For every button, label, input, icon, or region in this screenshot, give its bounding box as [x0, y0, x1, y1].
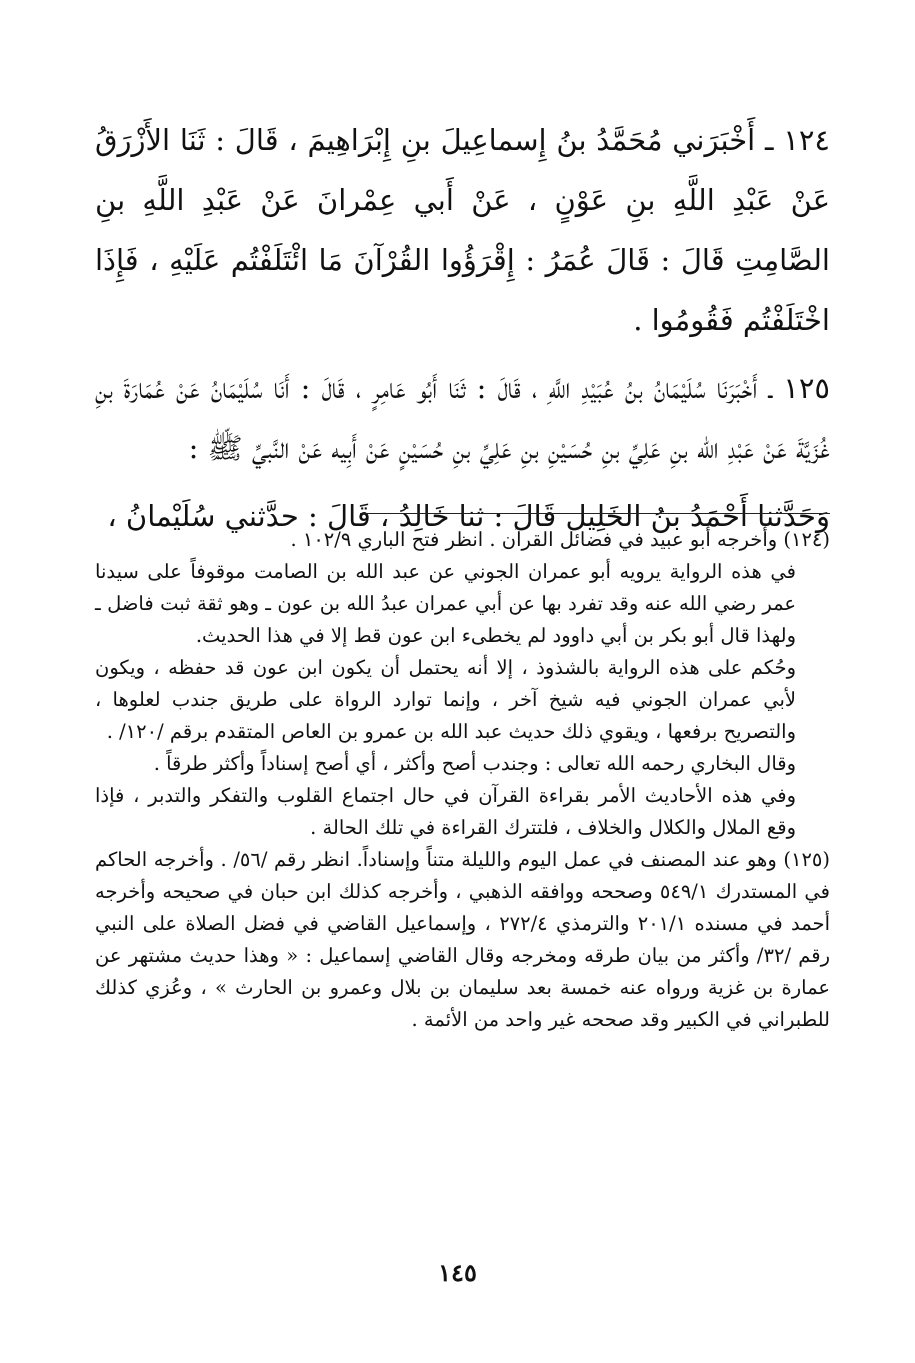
footnotes — [95, 524, 830, 1036]
hadith-125: ١٢٥ ـ أَخْبَرَنَا سُلَيْمَانُ بنُ عُبَيْدِ اللَّهِ ، قَالَ : ثَنَا أَبُو عَامِرٍ ، قَالَ : أَنَا سُلَيْمَانُ عَنْ عُمَارَةَ بنِ غُزَيَّةَ عَنْ عَبْدِ الله بنِ عَلِيِّ بنِ حُسَيْنِ بنِ عَلِيِّ بنِ حُسَيْنٍ عَنْ أَبِيه عَنْ النَّبيِّ ﷺ : — [95, 371, 830, 465]
footnote-124: (١٢٤) وأخرجه أبو عبيد في فضائل القرآن . انظر فتح الباري ١٠٢/٩ . — [290, 528, 830, 551]
footnote-124-paragraph: وقال البخاري رحمه الله تعالى : وجندب أصح وأكثر ، أي أصح إسناداً وأكثر طرقاً . — [153, 752, 796, 775]
hadith-124: ١٢٤ ـ أَخْبَرَني مُحَمَّدُ بنُ إِسماعِيلَ بنِ إِبْرَاهِيمَ ، قَالَ : ثَنَا الأَزْرَقُ عَنْ عَبْدِ اللَّهِ بنِ عَوْنٍ ، عَنْ أَبي عِمْرانَ عَنْ عَبْدِ اللَّهِ بنِ الصَّامِتِ قَالَ : قَالَ عُمَرُ : إِقْرَؤُوا القُرْآنَ مَا ائْتَلَفْتُم عَلَيْهِ ، فَإِذَا اخْتَلَفْتُم فَقُومُوا . — [95, 123, 830, 337]
footnote-124-paragraph: وفي هذه الأحاديث الأمر بقراءة القرآن في حال اجتماع القلوب والتفكر والتدبر ، فإذا وقع الملال والكلال والخلاف ، فلتترك القراءة في تلك الحالة . — [95, 784, 796, 839]
footnote-125: (١٢٥) وهو عند المصنف في عمل اليوم والليلة متناً وإسناداً. انظر رقم /٥٦/ . وأخرجه الحاكم في المستدرك ٥٤٩/١ وصححه ووافقه الذهبي ، وأخرجه كذلك ابن حبان في صحيحه وأخرجه أحمد في مسنده ٢٠١/١ والترمذي ٢٧٢/٤ ، وإسماعيل القاضي في فضل الصلاة على النبي رقم /٣٢/ وأكثر من بيان طرقه ومخرجه وقال القاضي إسماعيل : « وهذا حديث مشتهر عن عمارة بن غزية ورواه عنه خمسة بعد سليمان بن بلال وعمرو بن الحارث » ، وعُزي كذلك للطبراني في الكبير وقد صححه غير واحد من الأئمة . — [95, 848, 831, 1031]
footnote-separator — [360, 513, 830, 514]
hadith-125-continuation: وَحَدَّثنا أَحْمَدُ بنُ الخَلِيل قَالَ : ثنا خَالِدُ ، قَالَ : حدَّثني سُلَيْمانُ ، — [107, 499, 830, 533]
main-text — [95, 110, 830, 546]
footnote-124-paragraph: في هذه الرواية يرويه أبو عمران الجوني عن عبد الله بن الصامت موقوفاً على سيدنا عمر رضي الله عنه وقد تفرد بها عن أبي عمران عبدُ الله بن عون ـ وهو ثقة ثبت فاضل ـ ولهذا قال أبو بكر بن أبي داوود لم يخطىء ابن عون قط إلا في هذا الحديث. — [95, 560, 796, 647]
page-number: ١٤٥ — [438, 1258, 477, 1287]
footnote-124-paragraph: وحُكم على هذه الرواية بالشذوذ ، إلا أنه يحتمل أن يكون ابن عون قد حفظه ، ويكون لأبي عمران الجوني فيه شيخ آخر ، وإنما توارد الرواة على طريق جندب لعلوها ، والتصريح برفعها ، ويقوي ذلك حديث عبد الله بن عمرو بن العاص المتقدم برقم /١٢٠/ . — [95, 656, 796, 743]
